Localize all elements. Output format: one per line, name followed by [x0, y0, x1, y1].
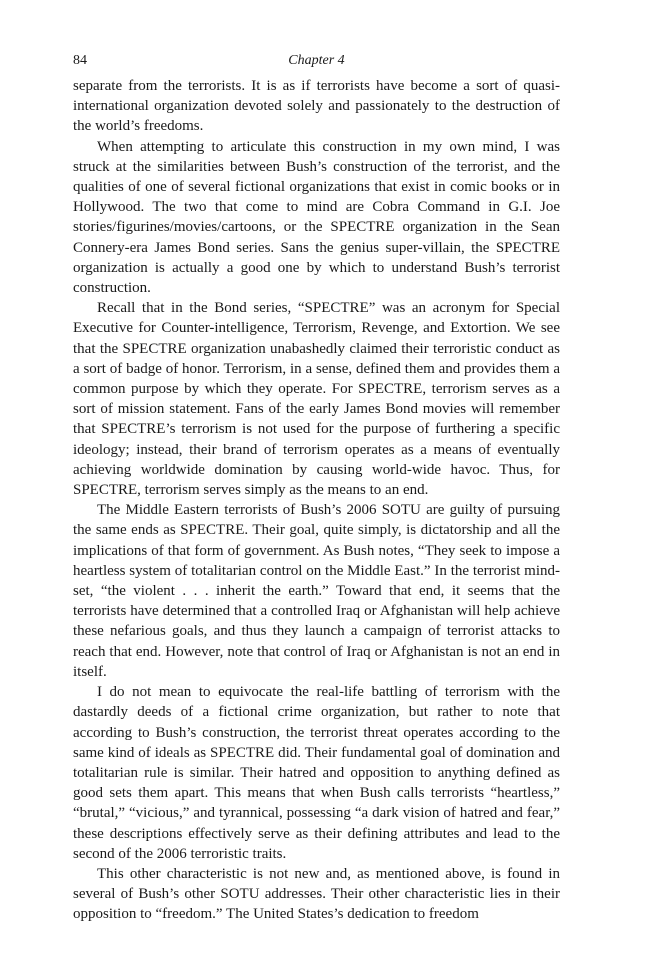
- paragraph: This other characteristic is not new and, as mentioned above, is found in several of Bush’s other SOTU addresses. Their other characteristic lies in their opposition to “freedom.” The United States’s dedication to freedom: [73, 865, 560, 923]
- paragraph: The Middle Eastern terrorists of Bush’s 2006 SOTU are guilty of pursuing the same ends as SPECTRE. Their goal, quite simply, is dictatorship and all the implications of that form of government. As Bush notes, “They seek to impose a heartless system of totalitarian control on the Middle East.” In the terrorist mind-set, “the violent . . . inherit the earth.” Toward that end, it seems that the terrorists have determined that a controlled Iraq or Afghanistan will help achieve these nefarious goals, and thus they launch a campaign of terrorist attacks to reach that end. However, note that control of Iraq or Afghanistan is not an end in itself.: [73, 502, 560, 680]
- page-header: [73, 46, 560, 76]
- body-text: [73, 76, 560, 925]
- paragraph: I do not mean to equivocate the real-life battling of terrorism with the dastardly deeds of a fictional crime organization, but rather to note that according to Bush’s construction, the terrorist threat operates according to the same kind of ideals as SPECTRE did. Their fundamental goal of domination and totalitarian rule is similar. Their hatred and opposition to anything defined as good sets them apart. This means that when Bush calls terrorists “heartless,” “brutal,” “vicious,” and tyrannical, possessing “a dark vision of hatred and fear,” these descriptions effectively serve as their defining attributes and lead to the second of the 2006 terroristic traits.: [73, 684, 560, 862]
- paragraph: Recall that in the Bond series, “SPECTRE” was an acronym for Special Executive for Counter-intelligence, Terrorism, Revenge, and Extortion. We see that the SPECTRE organization unabashedly claimed their terroristic conduct as a sort of badge of honor. Terrorism, in a sense, defined them and provides them a common purpose by which they operate. For SPECTRE, terrorism serves as a sort of mission statement. Fans of the early James Bond movies will remember that SPECTRE’s terrorism is not used for the purpose of furthering a specific ideology; instead, their brand of terrorism operates as a means of eventually achieving worldwide domination by causing world-wide havoc. Thus, for SPECTRE, terrorism serves simply as the means to an end.: [73, 300, 560, 499]
- paragraph: When attempting to articulate this construction in my own mind, I was struck at the similarities between Bush’s construction of the terrorist, and the qualities of one of several fictional organizations that exist in comic books or in Hollywood. The two that come to mind are Cobra Command in G.I. Joe stories/figurines/movies/cartoons, or the SPECTRE organization in the Sean Connery-era James Bond series. Sans the genius super-villain, the SPECTRE organization is actually a good one by which to understand Bush’s terrorist construction.: [73, 138, 560, 297]
- running-head: Chapter 4: [288, 53, 345, 68]
- paragraph: separate from the terrorists. It is as if terrorists have become a sort of quasi-international organization devoted solely and passionately to the destruction of the world’s freedoms.: [73, 78, 560, 135]
- book-page: [73, 46, 560, 925]
- page-number: 84: [73, 53, 87, 68]
